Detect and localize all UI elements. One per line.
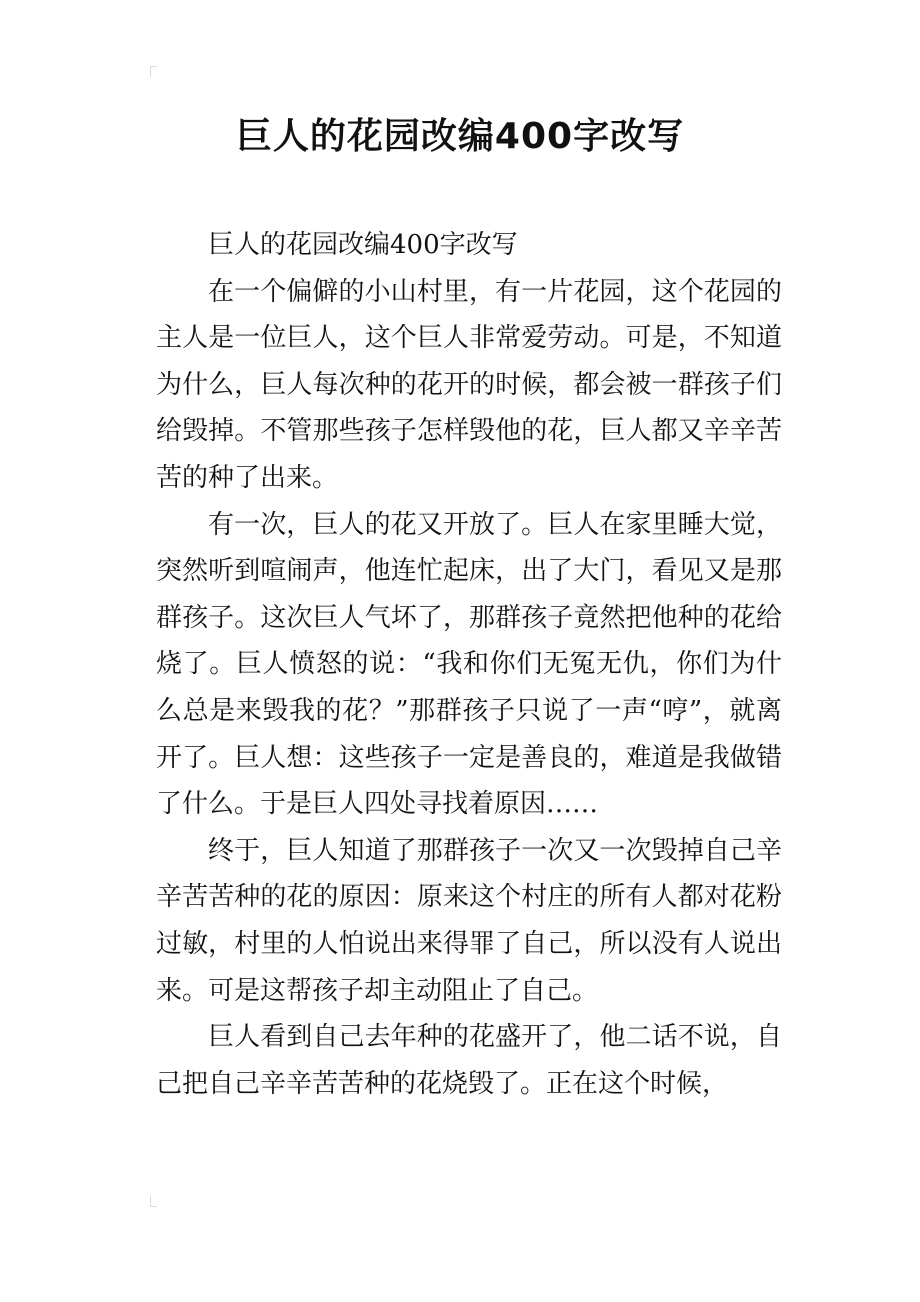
paragraph: 在一个偏僻的小山村里，有一片花园，这个花园的主人是一位巨人，这个巨人非常爱劳动。可是，不知道为什么，巨人每次种的花开的时候，都会被一群孩子们给毁掉。不管那些孩子怎样毁他的花，巨人都又辛辛苦苦的种了出来。 bbox=[156, 276, 782, 493]
paragraph-subtitle: 巨人的花园改编400字改写 bbox=[208, 230, 518, 260]
document-title: 巨人的花园改编400字改写 bbox=[235, 116, 685, 157]
corner-crop-mark bbox=[150, 66, 157, 77]
paragraph: 巨人看到自己去年种的花盛开了，他二话不说，自己把自己辛辛苦苦种的花烧毁了。正在这个时候， bbox=[156, 1022, 782, 1099]
corner-crop-mark bbox=[150, 1196, 157, 1207]
document-body bbox=[156, 222, 782, 1107]
paragraph: 终于，巨人知道了那群孩子一次又一次毁掉自己辛辛苦苦种的花的原因：原来这个村庄的所有人都对花粉过敏，村里的人怕说出来得罪了自己，所以没有人说出来。可是这帮孩子却主动阻止了自己。 bbox=[156, 835, 782, 1006]
paragraph: 有一次，巨人的花又开放了。巨人在家里睡大觉，突然听到喧闹声，他连忙起床，出了大门，看见又是那群孩子。这次巨人气坏了，那群孩子竟然把他种的花给烧了。巨人愤怒的说：“我和你们无冤无仇，你们为什么总是来毁我的花？”那群孩子只说了一声“哼”，就离开了。巨人想：这些孩子一定是善良的，难道是我做错了什么。于是巨人四处寻找着原因…… bbox=[156, 509, 782, 820]
